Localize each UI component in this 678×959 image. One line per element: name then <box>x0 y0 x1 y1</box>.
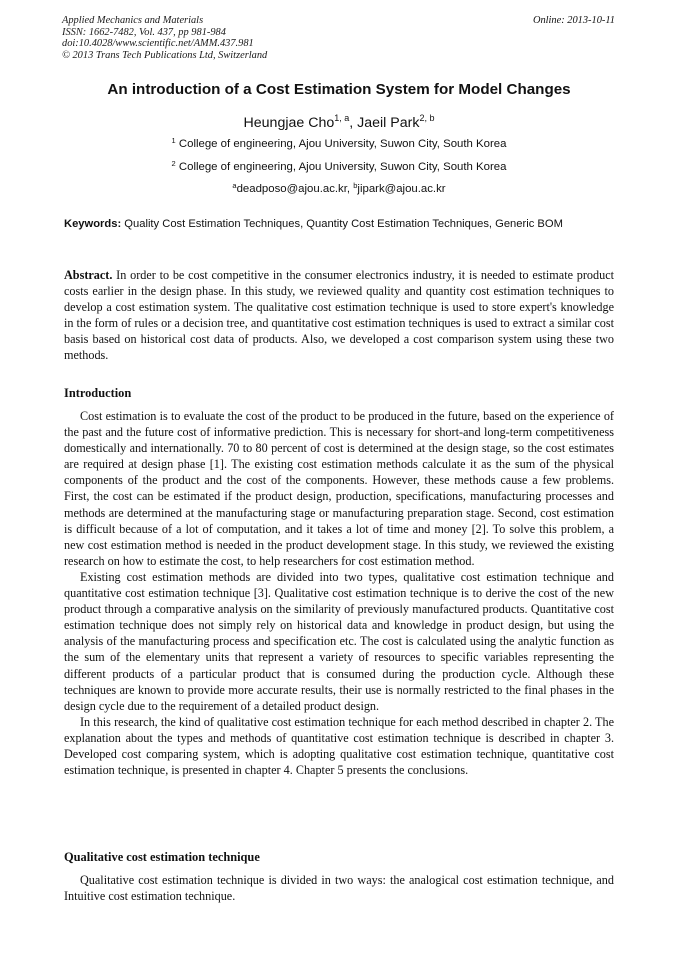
keywords <box>64 217 614 232</box>
author-line <box>40 113 638 134</box>
email-a-marker: a <box>232 180 237 190</box>
introduction-body <box>64 408 614 778</box>
abstract <box>64 267 614 364</box>
author-1: Heungjae Cho <box>243 115 335 131</box>
affiliation-1-marker: 1 <box>171 135 176 145</box>
qualitative-paragraph-1: Qualitative cost estimation technique is divided in two ways: the analogical cost estimation technique, and Intuitive cost estimation technique. <box>64 873 614 904</box>
introduction-heading: Introduction <box>64 386 132 400</box>
affiliation-2 <box>40 159 638 176</box>
author-2-marker: 2, b <box>419 113 435 123</box>
affiliation-1 <box>40 136 638 153</box>
affiliation-2-marker: 2 <box>171 158 176 168</box>
email-b-marker: b <box>353 180 358 190</box>
introduction-paragraph-3: In this research, the kind of qualitative cost estimation technique for each method described in chapter 2. The explanation about the types and methods of quantitative cost estimation technique is described in chapter 3. Developed cost comparing system, which is adopting qualitative cost estimation technique, quantitative cost estimation technique, is presented in chapter 4. Chapter 5 presents the conclusions. <box>64 714 614 778</box>
author-2: Jaeil Park <box>357 115 420 131</box>
qualitative-heading: Qualitative cost estimation technique <box>64 850 260 864</box>
email-line <box>40 181 638 198</box>
email-a[interactable]: deadposo@ajou.ac.kr, <box>236 183 354 195</box>
abstract-text: In order to be cost competitive in the consumer electronics industry, it is needed to estimate product costs earlier in the design phase. In this study, we reviewed quality and quantity cost estimation techniques to develop a cost estimation system. The qualitative cost estimation technique is used to store expert's knowledge in the form of rules or a decision tree, and quantitative cost estimation techniques is used to extract a similar cost basis based on historical cost data of products. Also, we developed a cost comparison system using these two methods. <box>64 268 614 363</box>
author-separator: , <box>349 115 358 131</box>
abstract-label: Abstract. <box>64 268 113 282</box>
keywords-label: Keywords: <box>64 218 122 230</box>
doi-line: doi:10.4028/www.scientific.net/AMM.437.981 <box>62 38 254 50</box>
introduction-paragraph-2: Existing cost estimation methods are divided into two types, qualitative cost estimation technique and quantitative cost estimation technique [3]. Qualitative cost estimation technique is to derive the cost of the new product through a comparative analysis on the similarity of previously manufactured products. Quantitative cost estimation technique does not simply rely on historical data and knowledge in product design, but using the analysis of the manufacturing process and specification etc. The cost is calculated using the analytic function as the sum of the elementary units that represent a variety of resources to specific variables representing the different products of a particular product that is consumed during the production cycle. Although these techniques are known to provide more accurate results, their use is normally restricted to the final phases in the design cycle due to the requirement of a detailed product design. <box>64 569 614 713</box>
issn-line: ISSN: 1662-7482, Vol. 437, pp 981-984 <box>62 26 226 38</box>
journal-header <box>62 15 382 61</box>
paper-title: An introduction of a Cost Estimation System for Model Changes <box>107 81 571 98</box>
introduction-paragraph-1: Cost estimation is to evaluate the cost of the product to be produced in the future, based on the experience of the past and the future cost of informative prediction. This is necessary for short-and long-term competitiveness domestically and internationally. 70 to 80 percent of cost is determined at the design stage, so the cost estimates are required at design phase [1]. The existing cost estimation methods calculate it as the sum of the physical components of the product and the cost of the components. However, these methods cause a few problems. First, the cost can be estimated if the product design, production, specifications, manufacturing processes and methods are determined at the manufacturing stage or manufacturing preparation stage. Second, cost estimation is difficult because of a lot of computation, and it takes a lot of time and money [2]. To solve this problem, a new cost estimation method is needed in the product development stage. In this study, we reviewed the existing research on how to estimate the cost, to help researchers for cost estimation method. <box>64 409 614 568</box>
online-date: Online: 2013-10-11 <box>532 15 615 26</box>
keywords-text: Quality Cost Estimation Techniques, Quantity Cost Estimation Techniques, Generic BOM <box>121 218 563 230</box>
copyright-line: © 2013 Trans Tech Publications Ltd, Switzerland <box>62 49 268 61</box>
qualitative-body <box>64 872 614 904</box>
affiliation-2-text: College of engineering, Ajou University, Suwon City, South Korea <box>175 161 507 173</box>
affiliation-1-text: College of engineering, Ajou University, Suwon City, South Korea <box>175 138 507 150</box>
author-1-marker: 1, a <box>334 113 350 123</box>
email-b[interactable]: jipark@ajou.ac.kr <box>357 183 446 195</box>
journal-name: Applied Mechanics and Materials <box>62 15 204 26</box>
